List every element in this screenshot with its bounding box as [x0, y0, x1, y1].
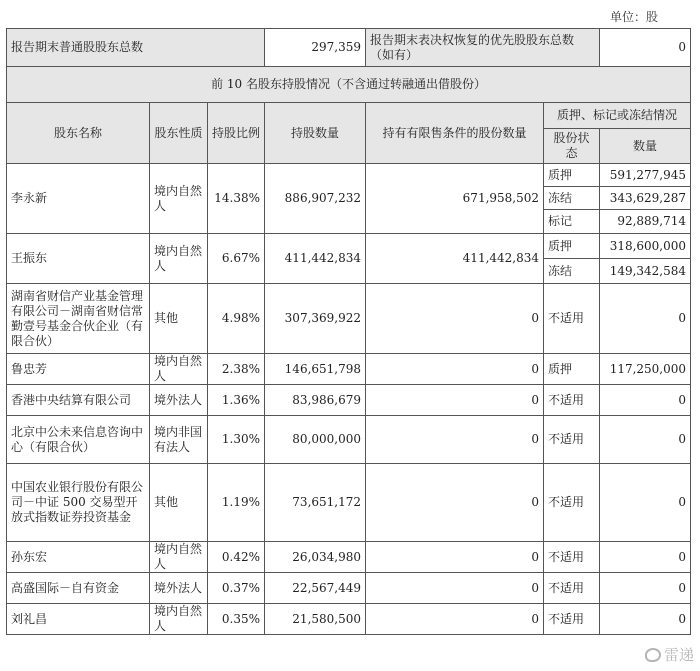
- restricted-shares: 0: [366, 385, 544, 416]
- shares-held: 307,369,922: [265, 284, 366, 354]
- pledge-quantity: 117,250,000: [600, 354, 691, 385]
- table-row: [7, 464, 691, 542]
- table-row: [7, 354, 691, 385]
- pledge-quantity: 0: [600, 464, 691, 542]
- pledge-quantity: 149,342,584: [600, 259, 691, 284]
- pledge-quantity: 0: [600, 284, 691, 354]
- shareholding-ratio: 1.19%: [208, 464, 265, 542]
- shareholder-nature: 境内自然人: [150, 234, 208, 284]
- pledge-status: 不适用: [544, 385, 600, 416]
- table-row: [7, 164, 691, 187]
- shareholder-nature: 其他: [150, 464, 208, 542]
- pledge-status: 不适用: [544, 284, 600, 354]
- pledge-status: 不适用: [544, 542, 600, 573]
- weibo-logo-icon: [645, 648, 661, 662]
- pledge-quantity: 343,629,287: [600, 187, 691, 210]
- header-pledge-qty: 数量: [600, 129, 691, 164]
- shareholder-name: 中国农业银行股份有限公司－中证 500 交易型开放式指数证券投资基金: [7, 464, 150, 542]
- pledge-quantity: 0: [600, 573, 691, 604]
- shareholder-name: 刘礼昌: [7, 604, 150, 635]
- pledge-status: 质押: [544, 354, 600, 385]
- header-restricted: 持有有限售条件的股份数量: [366, 103, 544, 164]
- shareholding-ratio: 0.37%: [208, 573, 265, 604]
- preferred-holders-value: 0: [600, 29, 691, 67]
- watermark-text: 雷递: [663, 646, 694, 664]
- header-pledge-group: 质押、标记或冻结情况: [544, 103, 691, 129]
- shareholder-name: 王振东: [7, 234, 150, 284]
- restricted-shares: 0: [366, 284, 544, 354]
- shareholder-name: 孙东宏: [7, 542, 150, 573]
- pledge-status: 冻结: [544, 187, 600, 210]
- table-row: [7, 385, 691, 416]
- shareholder-nature: 境外法人: [150, 385, 208, 416]
- restricted-shares: 0: [366, 416, 544, 464]
- shares-held: 22,567,449: [265, 573, 366, 604]
- unit-label: 单位：股: [609, 10, 658, 24]
- shareholder-nature: 境内非国有法人: [150, 416, 208, 464]
- header-nature: 股东性质: [150, 103, 208, 164]
- pledge-quantity: 0: [600, 604, 691, 635]
- shareholder-name: 北京中公未来信息咨询中心（有限合伙）: [7, 416, 150, 464]
- pledge-status: 标记: [544, 210, 600, 234]
- shareholder-name: 湖南省财信产业基金管理有限公司－湖南省财信常勤壹号基金合伙企业（有限合伙）: [7, 284, 150, 354]
- shares-held: 83,986,679: [265, 385, 366, 416]
- common-holders-value: 297,359: [265, 29, 366, 67]
- shareholder-name: 李永新: [7, 164, 150, 234]
- restricted-shares: 411,442,834: [366, 234, 544, 284]
- header-shares: 持股数量: [265, 103, 366, 164]
- shareholding-ratio: 0.42%: [208, 542, 265, 573]
- shareholder-nature: 境内自然人: [150, 604, 208, 635]
- header-ratio: 持股比例: [208, 103, 265, 164]
- pledge-quantity: 92,889,714: [600, 210, 691, 234]
- shareholding-ratio: 1.36%: [208, 385, 265, 416]
- pledge-status: 不适用: [544, 416, 600, 464]
- section-title: 前 10 名股东持股情况（不含通过转融通出借股份）: [7, 67, 691, 103]
- shareholder-nature: 境外法人: [150, 573, 208, 604]
- shareholding-ratio: 14.38%: [208, 164, 265, 234]
- shareholding-ratio: 1.30%: [208, 416, 265, 464]
- shares-held: 80,000,000: [265, 416, 366, 464]
- shareholder-nature: 境内自然人: [150, 354, 208, 385]
- restricted-shares: 0: [366, 542, 544, 573]
- summary-row: [7, 29, 691, 67]
- restricted-shares: 0: [366, 573, 544, 604]
- pledge-quantity: 318,600,000: [600, 234, 691, 259]
- section-title-row: [7, 67, 691, 103]
- shares-held: 21,580,500: [265, 604, 366, 635]
- shares-held: 26,034,980: [265, 542, 366, 573]
- shareholding-ratio: 2.38%: [208, 354, 265, 385]
- pledge-quantity: 0: [600, 416, 691, 464]
- common-holders-label: 报告期末普通股股东总数: [7, 29, 265, 67]
- table-row: [7, 284, 691, 354]
- pledge-status: 不适用: [544, 573, 600, 604]
- table-row: [7, 234, 691, 259]
- restricted-shares: 0: [366, 604, 544, 635]
- shareholder-name: 香港中央结算有限公司: [7, 385, 150, 416]
- table-row: [7, 542, 691, 573]
- header-pledge-status: 股份状态: [544, 129, 600, 164]
- shareholding-ratio: 4.98%: [208, 284, 265, 354]
- restricted-shares: 671,958,502: [366, 164, 544, 234]
- watermark: [645, 644, 694, 665]
- shareholder-name: 鲁忠芳: [7, 354, 150, 385]
- shareholder-name: 高盛国际－自有资金: [7, 573, 150, 604]
- shareholding-ratio: 0.35%: [208, 604, 265, 635]
- shareholder-nature: 境内自然人: [150, 542, 208, 573]
- shareholder-nature: 其他: [150, 284, 208, 354]
- table-row: [7, 604, 691, 635]
- table-row: [7, 573, 691, 604]
- shareholder-table: [6, 28, 691, 635]
- shares-held: 146,651,798: [265, 354, 366, 385]
- restricted-shares: 0: [366, 464, 544, 542]
- pledge-status: 质押: [544, 164, 600, 187]
- shares-held: 411,442,834: [265, 234, 366, 284]
- shareholder-nature: 境内自然人: [150, 164, 208, 234]
- preferred-holders-label: 报告期末表决权恢复的优先股股东总数（如有）: [366, 29, 600, 67]
- pledge-status: 冻结: [544, 259, 600, 284]
- header-row: [7, 103, 691, 129]
- pledge-quantity: 0: [600, 542, 691, 573]
- shares-held: 73,651,172: [265, 464, 366, 542]
- pledge-status: 质押: [544, 234, 600, 259]
- pledge-status: 不适用: [544, 464, 600, 542]
- pledge-quantity: 0: [600, 385, 691, 416]
- restricted-shares: 0: [366, 354, 544, 385]
- shares-held: 886,907,232: [265, 164, 366, 234]
- pledge-quantity: 591,277,945: [600, 164, 691, 187]
- header-name: 股东名称: [7, 103, 150, 164]
- pledge-status: 不适用: [544, 604, 600, 635]
- table-row: [7, 416, 691, 464]
- shareholding-ratio: 6.67%: [208, 234, 265, 284]
